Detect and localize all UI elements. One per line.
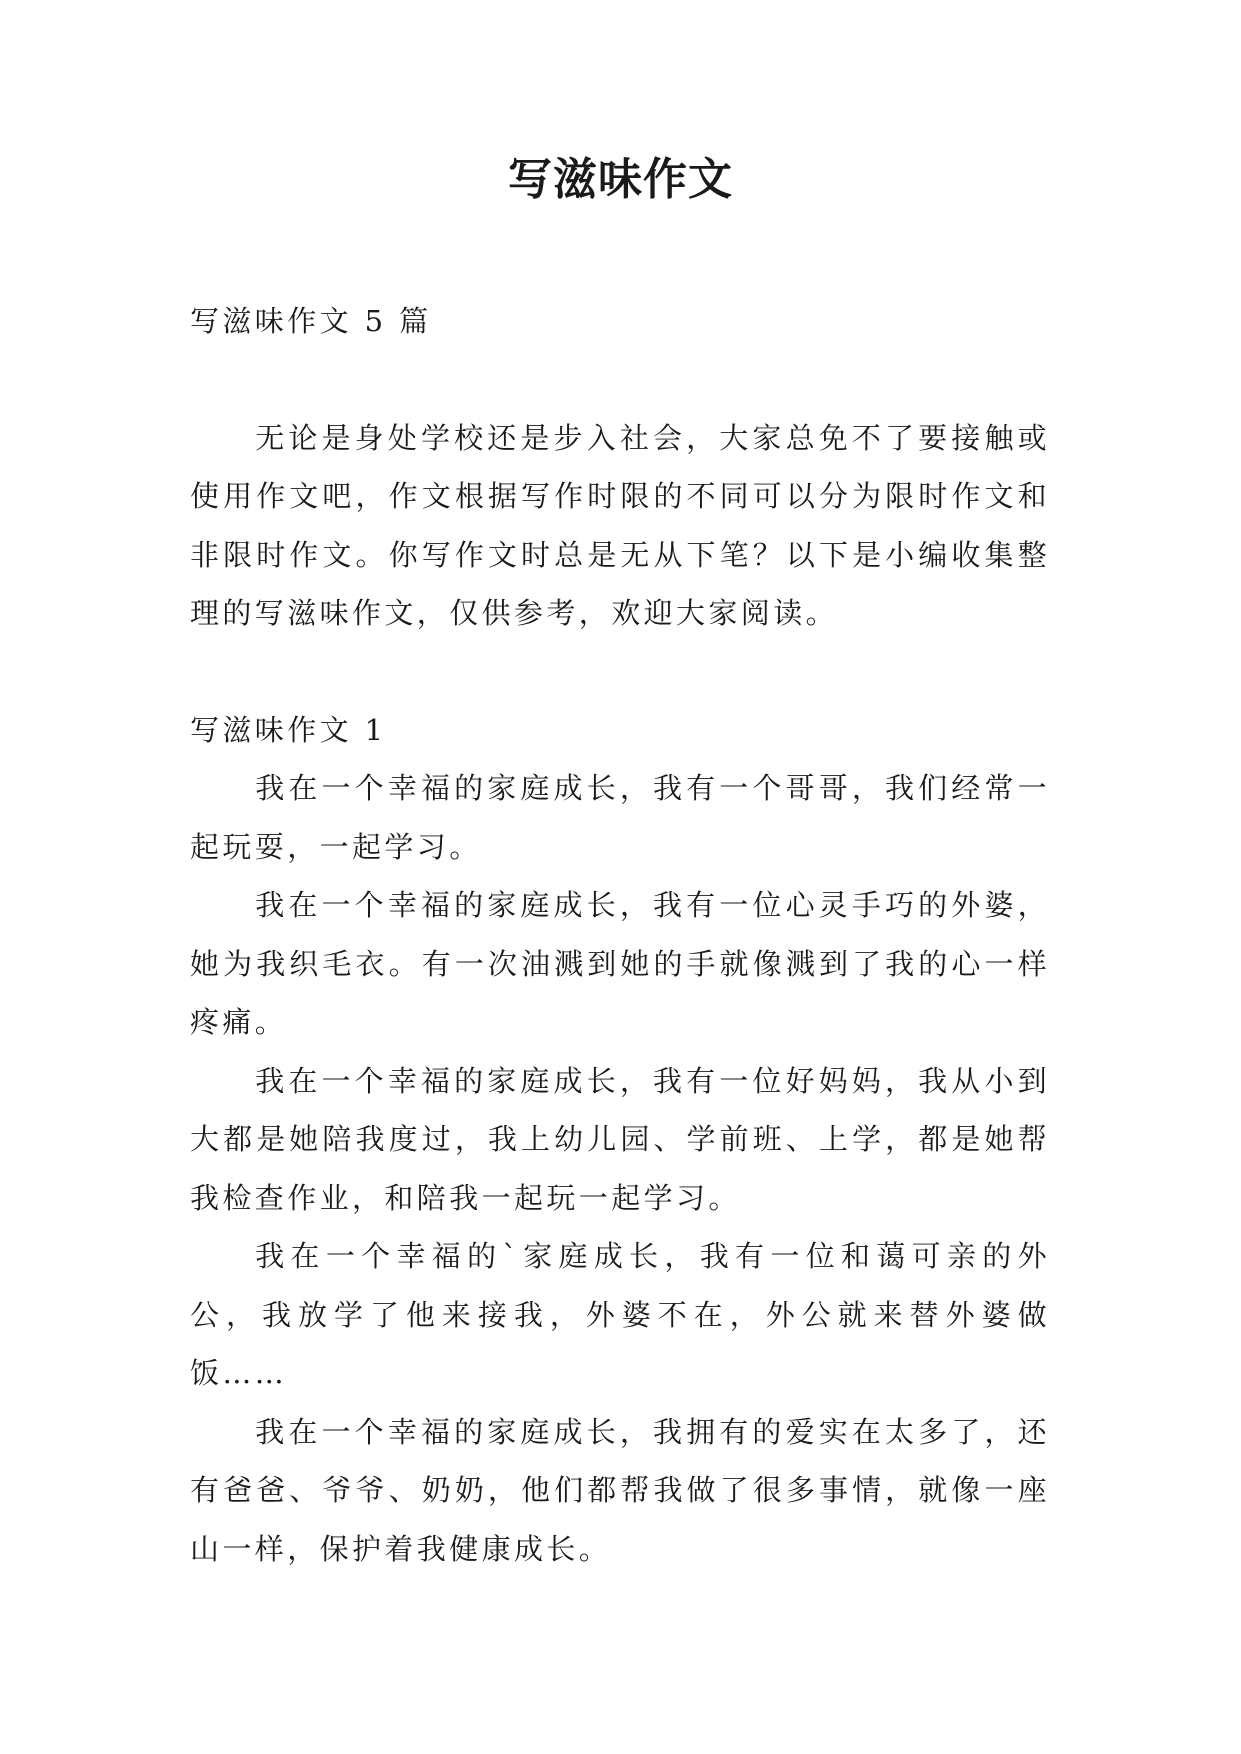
document-subtitle: 写滋味作文 5 篇: [190, 304, 432, 338]
section-heading: 写滋味作文 1: [190, 712, 387, 747]
body-paragraph: 我在一个幸福的家庭成长，我拥有的爱实在太多了，还有爸爸、爷爷、奶奶，他们都帮我做了很多事情，就像一座山一样，保护着我健康成长。: [190, 1414, 1050, 1566]
body-paragraph: 我在一个幸福的家庭成长，我有一位心灵手巧的外婆，她为我织毛衣。有一次油溅到她的手就像溅到了我的心一样疼痛。: [190, 888, 1050, 1039]
document-body: [190, 292, 1050, 1578]
intro-paragraph: 无论是身处学校还是步入社会，大家总免不了要接触或使用作文吧，作文根据写作时限的不同可以分为限时作文和非限时作文。你写作文时总是无从下笔？以下是小编收集整理的写滋味作文，仅供参考，欢迎大家阅读。: [190, 420, 1050, 630]
body-paragraph: 我在一个幸福的家庭成长，我有一位好妈妈，我从小到大都是她陪我度过，我上幼儿园、学前班、上学，都是她帮我检查作业，和陪我一起玩一起学习。: [190, 1063, 1050, 1215]
document-title: 写滋味作文: [508, 154, 733, 205]
body-paragraph: 我在一个幸福的`家庭成长，我有一位和蔼可亲的外公，我放学了他来接我，外婆不在，外公就来替外婆做饭……: [190, 1239, 1050, 1390]
body-paragraph: 我在一个幸福的家庭成长，我有一个哥哥，我们经常一起玩耍，一起学习。: [190, 771, 1050, 864]
